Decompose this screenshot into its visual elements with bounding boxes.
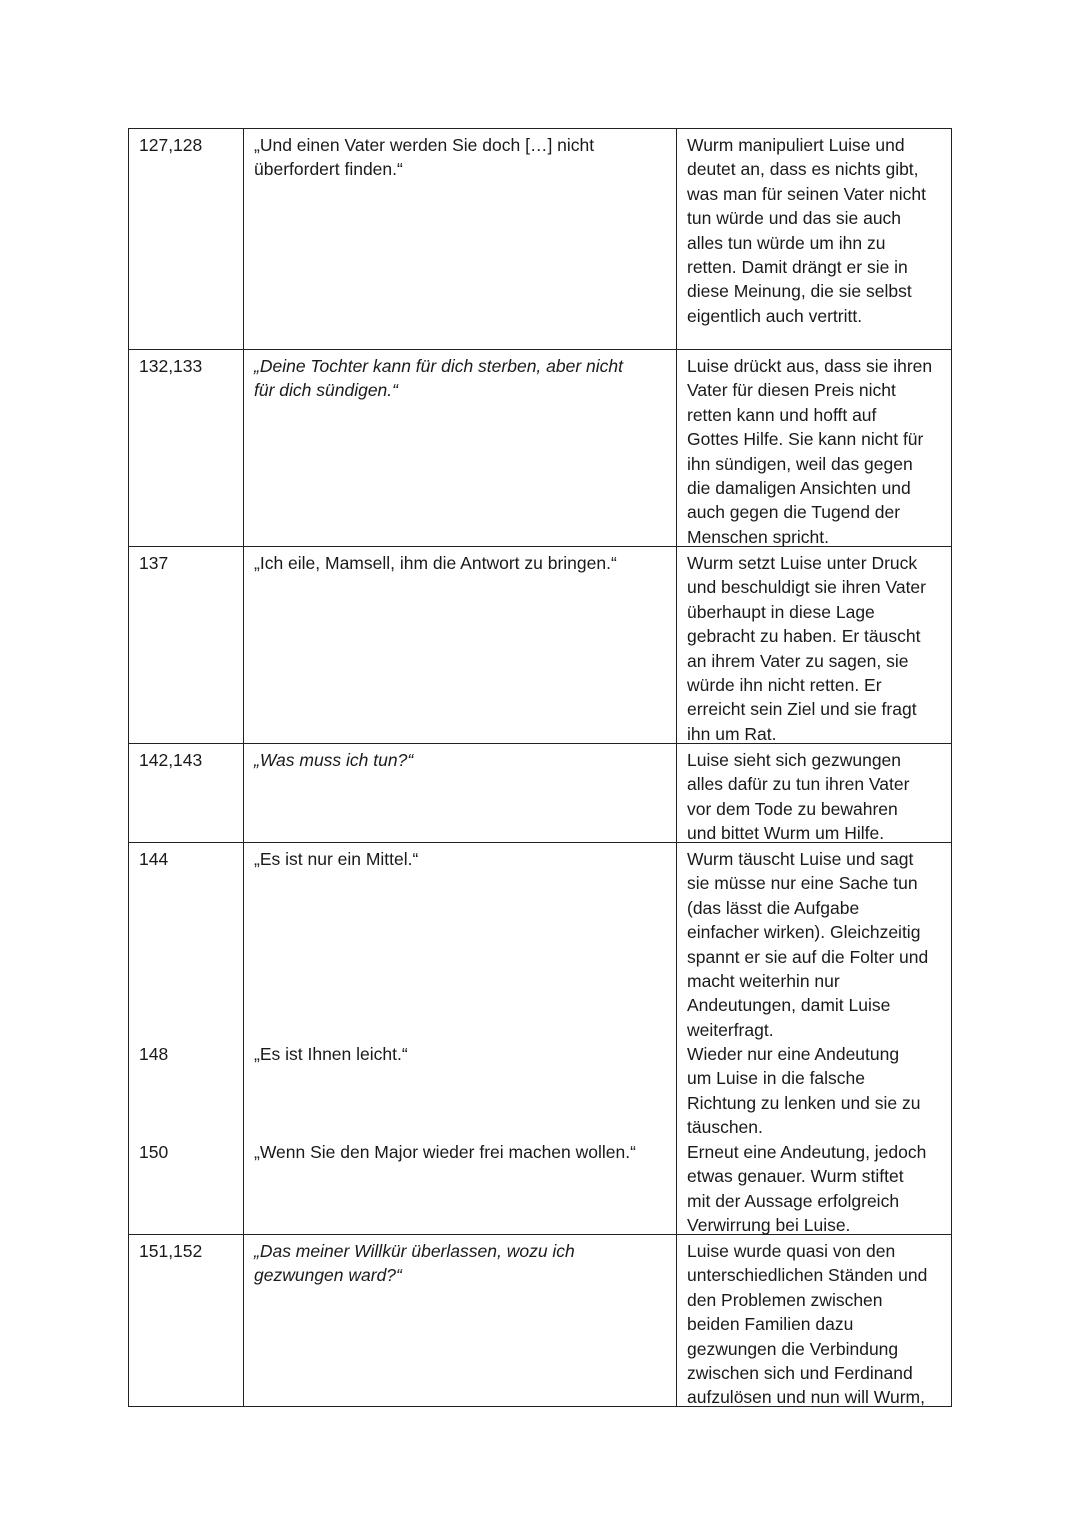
quote-cell: [244, 744, 677, 843]
explanation-cell: [677, 843, 952, 1235]
line-number-cell: [129, 350, 244, 547]
line-number-cell: [129, 843, 244, 1235]
quote-cell: [244, 129, 677, 350]
quote-cell: [244, 843, 677, 1235]
explanation-text: Luise drückt aus, dass sie ihren Vater für diesen Preis nicht retten kann und hofft auf Gottes Hilfe. Sie kann nicht für ihn sündigen, weil das gegen die damaligen Ansichten und auch gegen die Tugend der Menschen spricht.: [687, 356, 933, 547]
line-number: 137: [139, 553, 169, 573]
line-number-cell: [129, 1235, 244, 1407]
explanation-cell: [677, 350, 952, 547]
explanation-text: Wurm täuscht Luise und sagt sie müsse nur eine Sache tun (das lässt die Aufgabe einfacher wirken). Gleichzeitig spannt er sie auf die Folter und macht weiterhin nur Andeutungen, damit Luise weiterfragt.: [687, 849, 929, 1040]
table-row: [129, 129, 952, 350]
quote-cell: [244, 350, 677, 547]
line-number: 148: [139, 1044, 169, 1064]
explanation-cell: [677, 1235, 952, 1407]
line-number: 142,143: [139, 750, 203, 770]
line-number: 132,133: [139, 356, 203, 376]
quote-text: „Ich eile, Mamsell, ihm die Antwort zu bringen.“: [254, 553, 617, 573]
line-number-cell: [129, 744, 244, 843]
line-number: 127,128: [139, 135, 203, 155]
quote-cell: [244, 1235, 677, 1407]
explanation-text: Erneut eine Andeutung, jedoch etwas genauer. Wurm stiftet mit der Aussage erfolgreich Verwirrung bei Luise.: [687, 1142, 927, 1236]
table-row: [129, 843, 952, 1235]
line-number: 151,152: [139, 1241, 203, 1261]
quote-text: „Und einen Vater werden Sie doch […] nicht überfordert finden.“: [254, 135, 595, 180]
table-row: [129, 744, 952, 843]
explanation-text: Wieder nur eine Andeutung um Luise in die falsche Richtung zu lenken und sie zu täuschen.: [687, 1044, 921, 1138]
explanation-cell: [677, 129, 952, 350]
analysis-table: [128, 128, 952, 1407]
explanation-text: Luise wurde quasi von den unterschiedlichen Ständen und den Problemen zwischen beiden Familien dazu gezwungen die Verbindung zwischen sich und Ferdinand aufzulösen und nun will Wurm,: [687, 1241, 928, 1408]
line-number: 144: [139, 849, 169, 869]
quote-text: „Es ist Ihnen leicht.“: [254, 1044, 408, 1064]
explanation-cell: [677, 744, 952, 843]
table-row: [129, 1235, 952, 1407]
explanation-text: Luise sieht sich gezwungen alles dafür zu tun ihren Vater vor dem Tode zu bewahren und bittet Wurm um Hilfe.: [687, 750, 910, 844]
quote-text: „Das meiner Willkür überlassen, wozu ich gezwungen ward?“: [254, 1241, 575, 1286]
explanation-cell: [677, 547, 952, 744]
explanation-text: Wurm setzt Luise unter Druck und beschuldigt sie ihren Vater überhaupt in diese Lage gebracht zu haben. Er täuscht an ihrem Vater zu sagen, sie würde ihn nicht retten. Er erreicht sein Ziel und sie fragt ihn um Rat.: [687, 553, 926, 744]
explanation-text: Wurm manipuliert Luise und deutet an, dass es nichts gibt, was man für seinen Vater nicht tun würde und das sie auch alles tun würde um ihn zu retten. Damit drängt er sie in diese Meinung, die sie selbst eigentlich auch vertritt.: [687, 135, 926, 326]
quote-cell: [244, 547, 677, 744]
table-row: [129, 547, 952, 744]
quote-text: „Was muss ich tun?“: [254, 750, 414, 770]
quote-text: „Wenn Sie den Major wieder frei machen wollen.“: [254, 1142, 636, 1162]
line-number: 150: [139, 1142, 169, 1162]
quote-text: „Deine Tochter kann für dich sterben, aber nicht für dich sündigen.“: [254, 356, 624, 401]
line-number-cell: [129, 129, 244, 350]
line-number-cell: [129, 547, 244, 744]
table-body: [129, 129, 952, 1407]
table-row: [129, 350, 952, 547]
quote-text: „Es ist nur ein Mittel.“: [254, 849, 419, 869]
